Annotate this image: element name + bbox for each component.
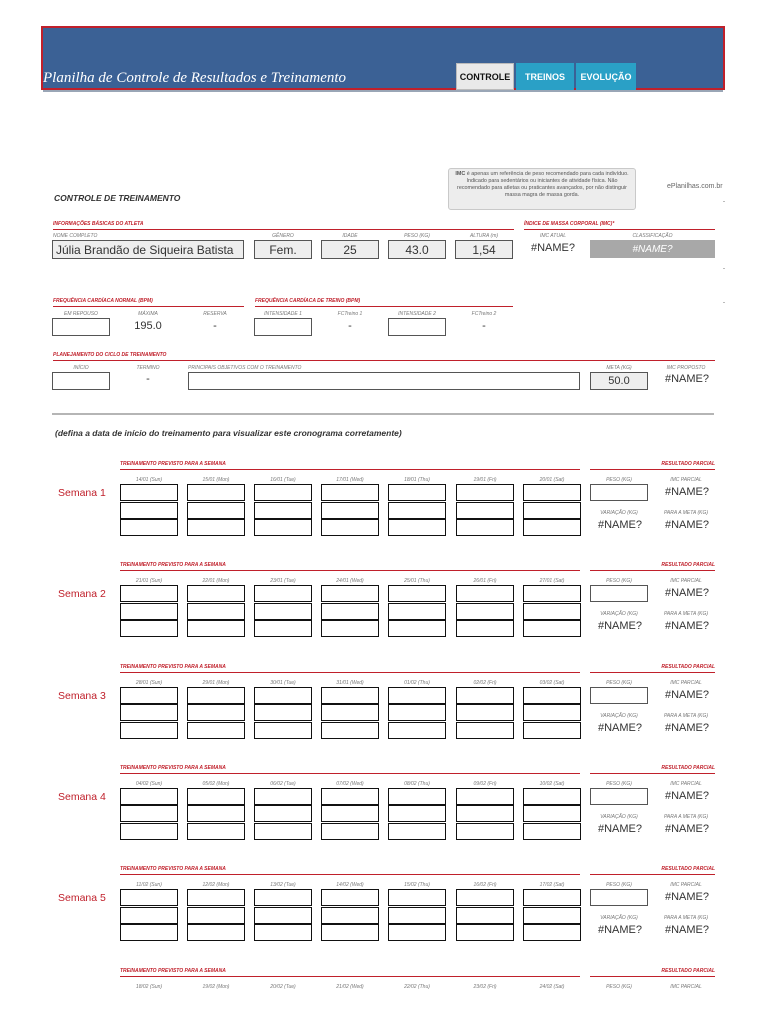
training-cell[interactable]: [456, 519, 514, 536]
imc-partial-label: IMC PARCIAL: [670, 882, 702, 889]
to-target-label: PARA A META (KG): [663, 510, 709, 516]
training-cell[interactable]: [523, 502, 581, 519]
training-cell[interactable]: [388, 502, 446, 519]
imc-partial-label: IMC PARCIAL: [670, 578, 702, 585]
training-cell[interactable]: [254, 484, 312, 501]
training-cell[interactable]: [523, 823, 581, 840]
rest-hr-field[interactable]: [52, 318, 110, 336]
training-cell[interactable]: [254, 788, 312, 805]
training-cell[interactable]: [388, 484, 446, 501]
training-cell[interactable]: [388, 722, 446, 739]
variation-label: VARIAÇÃO (KG): [600, 813, 638, 820]
training-cell[interactable]: [456, 889, 514, 906]
training-cell[interactable]: [523, 519, 581, 536]
day-label: 12/02 (Mon): [202, 882, 230, 889]
day-label: 25/01 (Thu): [404, 578, 430, 585]
result-heading: RESULTADO PARCIAL: [661, 866, 715, 873]
training-cell[interactable]: [388, 519, 446, 536]
imc-target-value: #NAME?: [665, 373, 710, 385]
day-label: 21/02 (Wed): [336, 983, 364, 990]
variation-label: VARIAÇÃO (KG): [600, 510, 638, 516]
hr-normal-heading: FREQUÊNCIA CARDÍACA NORMAL (BPM): [53, 298, 153, 304]
training-cell[interactable]: [523, 585, 581, 602]
training-cell[interactable]: [187, 585, 245, 602]
training-cell[interactable]: [187, 823, 245, 840]
planned-heading-line: [120, 570, 580, 571]
training-cell[interactable]: [120, 687, 178, 704]
training-cell[interactable]: [523, 620, 581, 637]
result-heading-line: [590, 570, 715, 571]
training-cell[interactable]: [187, 889, 245, 906]
day-label: 23/01 (Tue): [270, 578, 296, 585]
max-label: MÁXIMA: [138, 311, 158, 317]
imc-partial-label: IMC PARCIAL: [670, 477, 702, 483]
planned-heading-line: [120, 773, 580, 774]
goals-label: PRINCIPAIS OBJETIVOS COM O TREINAMENTO: [188, 365, 302, 371]
planned-heading: TREINAMENTO PREVISTO PARA A SEMANA: [120, 764, 226, 771]
training-cell[interactable]: [120, 788, 178, 805]
day-label: 07/02 (Wed): [336, 780, 364, 787]
training-cell[interactable]: [187, 687, 245, 704]
weight-label: PESO (KG): [606, 780, 632, 787]
training-cell[interactable]: [120, 484, 178, 501]
day-label: 21/01 (Sun): [135, 578, 163, 585]
variation-label: VARIAÇÃO (KG): [600, 712, 638, 719]
day-label: 19/02 (Mon): [202, 983, 230, 990]
day-label: 15/02 (Thu): [404, 882, 430, 889]
training-cell[interactable]: [187, 704, 245, 721]
plan-heading: PLANEJAMENTO DO CICLO DE TREINAMENTO: [53, 352, 167, 358]
day-label: 20/01 (Sat): [539, 477, 565, 483]
weight-field[interactable]: 43.0: [388, 240, 446, 259]
imc-partial-value: #NAME?: [665, 688, 710, 701]
imc-class-label: CLASSIFICAÇÃO: [632, 233, 673, 239]
page-title: Planilha de Controle de Resultados e Treinamento: [43, 70, 347, 86]
end-label: TERMINO: [136, 365, 160, 371]
end-date-value: -: [146, 373, 150, 385]
result-heading-line: [590, 773, 715, 774]
weight-label: PESO (KG): [606, 679, 632, 686]
training-cell[interactable]: [456, 788, 514, 805]
variation-value: #NAME?: [598, 721, 643, 734]
weight-label: PESO (KG): [606, 578, 632, 585]
training-cell[interactable]: [321, 585, 379, 602]
training-cell[interactable]: [321, 823, 379, 840]
day-label: 05/02 (Mon): [202, 780, 230, 787]
to-target-value: #NAME?: [665, 924, 710, 937]
imc-partial-value: #NAME?: [665, 891, 710, 904]
training-cell[interactable]: [456, 585, 514, 602]
day-label: 19/01 (Fri): [473, 477, 497, 483]
tab-controle[interactable]: CONTROLE: [456, 63, 514, 90]
planned-heading-line: [120, 874, 580, 875]
day-label: 13/02 (Tue): [270, 882, 296, 889]
note-bold: IMC: [455, 171, 466, 177]
to-target-label: PARA A META (KG): [663, 611, 709, 618]
hr-normal-line: [53, 306, 244, 307]
week-label: Semana 5: [58, 892, 106, 905]
training-cell[interactable]: [254, 620, 312, 637]
note-text: é apenas um referência de peso recomendado para cada indivíduo. Indicado para sedentários ou iniciantes de atividade física. Não recomendado para atletas ou praticantes avançados, por não distinguir massa magra de massa gorda.: [457, 171, 629, 198]
variation-value: #NAME?: [598, 924, 643, 937]
week-label: Semana 2: [58, 588, 106, 601]
planned-heading: TREINAMENTO PREVISTO PARA A SEMANA: [120, 461, 226, 467]
imc-partial-label: IMC PARCIAL: [670, 679, 702, 686]
training-cell[interactable]: [388, 907, 446, 924]
training-cell[interactable]: [120, 519, 178, 536]
training-cell[interactable]: [456, 484, 514, 501]
training-cell[interactable]: [120, 823, 178, 840]
day-label: 15/01 (Mon): [202, 477, 230, 483]
day-label: 30/01 (Tue): [270, 679, 296, 686]
training-cell[interactable]: [254, 585, 312, 602]
age-label: IDADE: [342, 233, 358, 239]
training-cell[interactable]: [120, 722, 178, 739]
target-label: META (KG): [606, 365, 632, 371]
name-field[interactable]: Júlia Brandão de Siqueira Batista: [52, 240, 244, 259]
day-label: 27/01 (Sat): [539, 578, 565, 585]
hr-training-line: [255, 306, 513, 307]
weight-label: PESO (KG): [606, 882, 632, 889]
day-label: 29/01 (Mon): [202, 679, 230, 686]
imc-partial-label: IMC PARCIAL: [670, 983, 702, 990]
training-cell[interactable]: [388, 603, 446, 620]
start-label: INÍCIO: [73, 365, 89, 371]
to-target-value: #NAME?: [665, 620, 710, 633]
training-cell[interactable]: [523, 722, 581, 739]
training-cell[interactable]: [456, 722, 514, 739]
training-cell[interactable]: [388, 889, 446, 906]
result-heading-line: [590, 469, 715, 470]
schedule-hint: (defina a data de início do treinamento para visualizar este cronograma corretamente): [55, 428, 402, 438]
plan-line: [53, 360, 715, 361]
fctreino1-value: -: [348, 320, 352, 332]
imc-current-value: #NAME?: [531, 242, 576, 254]
day-label: 10/02 (Sat): [539, 780, 565, 787]
to-target-label: PARA A META (KG): [663, 813, 709, 820]
planned-heading-line: [120, 672, 580, 673]
training-cell[interactable]: [523, 603, 581, 620]
imc-partial-value: #NAME?: [665, 486, 710, 498]
goals-field[interactable]: [188, 372, 580, 390]
day-label: 20/02 (Tue): [270, 983, 296, 990]
site-credit: ePlanilhas.com.br: [667, 183, 723, 190]
partial-weight-field[interactable]: [590, 585, 648, 602]
cell-marker: [723, 302, 725, 303]
variation-value: #NAME?: [598, 519, 643, 531]
training-cell[interactable]: [456, 502, 514, 519]
planned-heading-line: [120, 469, 580, 470]
day-label: 24/02 (Sat): [539, 983, 565, 990]
training-cell[interactable]: [254, 889, 312, 906]
day-label: 08/02 (Thu): [404, 780, 430, 787]
day-label: 18/02 (Sun): [135, 983, 163, 990]
result-heading-line: [590, 672, 715, 673]
training-cell[interactable]: [388, 788, 446, 805]
training-cell[interactable]: [254, 805, 312, 822]
planned-heading: TREINAMENTO PREVISTO PARA A SEMANA: [120, 663, 226, 670]
training-cell[interactable]: [187, 502, 245, 519]
imc-heading-line: [524, 229, 715, 230]
training-cell[interactable]: [321, 889, 379, 906]
reserve-hr-value: -: [213, 320, 217, 332]
training-cell[interactable]: [187, 603, 245, 620]
week-label: Semana 4: [58, 790, 106, 803]
training-cell[interactable]: [254, 722, 312, 739]
training-cell[interactable]: [120, 620, 178, 637]
week-label: Semana 3: [58, 689, 106, 702]
training-cell[interactable]: [321, 907, 379, 924]
training-cell[interactable]: [321, 687, 379, 704]
training-cell[interactable]: [187, 907, 245, 924]
day-label: 31/01 (Wed): [336, 679, 364, 686]
gender-label: GÊNERO: [272, 233, 294, 239]
training-cell[interactable]: [388, 585, 446, 602]
hr-training-heading: FREQUÊNCIA CARDÍACA DE TREINO (BPM): [255, 298, 361, 304]
training-cell[interactable]: [187, 788, 245, 805]
training-cell[interactable]: [321, 788, 379, 805]
training-cell[interactable]: [456, 823, 514, 840]
training-cell[interactable]: [321, 603, 379, 620]
training-cell[interactable]: [388, 823, 446, 840]
result-heading: RESULTADO PARCIAL: [661, 967, 715, 974]
training-cell[interactable]: [523, 889, 581, 906]
imc-heading: ÍNDICE DE MASSA CORPORAL (IMC)*: [524, 221, 615, 227]
training-cell[interactable]: [187, 805, 245, 822]
section-divider: [52, 413, 714, 415]
training-cell[interactable]: [321, 805, 379, 822]
height-label: ALTURA (m): [469, 233, 499, 239]
variation-value: #NAME?: [598, 620, 643, 633]
day-label: 18/01 (Thu): [404, 477, 430, 483]
weight-label: PESO (KG): [606, 477, 632, 483]
training-cell[interactable]: [321, 924, 379, 941]
intensity2-field[interactable]: [388, 318, 446, 336]
day-label: 17/01 (Wed): [336, 477, 364, 483]
planned-heading: TREINAMENTO PREVISTO PARA A SEMANA: [120, 866, 226, 873]
training-cell[interactable]: [120, 585, 178, 602]
to-target-value: #NAME?: [665, 721, 710, 734]
partial-weight-field[interactable]: [590, 687, 648, 704]
cell-marker: [723, 201, 725, 202]
max-hr-value: 195.0: [134, 320, 162, 332]
result-heading: RESULTADO PARCIAL: [661, 562, 715, 569]
target-field[interactable]: 50.0: [590, 372, 648, 390]
training-cell[interactable]: [254, 823, 312, 840]
training-cell[interactable]: [523, 907, 581, 924]
training-cell[interactable]: [254, 907, 312, 924]
training-cell[interactable]: [523, 704, 581, 721]
training-cell[interactable]: [187, 924, 245, 941]
training-cell[interactable]: [254, 704, 312, 721]
day-label: 22/01 (Mon): [202, 578, 230, 585]
imc-current-label: IMC ATUAL: [539, 233, 567, 239]
start-date-field[interactable]: [52, 372, 110, 390]
fctreino2-label: FCTreino 2: [471, 311, 497, 317]
imc-partial-label: IMC PARCIAL: [670, 780, 702, 787]
training-cell[interactable]: [456, 704, 514, 721]
result-heading: RESULTADO PARCIAL: [661, 663, 715, 670]
training-cell[interactable]: [187, 519, 245, 536]
training-cell[interactable]: [120, 889, 178, 906]
result-heading: RESULTADO PARCIAL: [661, 764, 715, 771]
training-cell[interactable]: [120, 907, 178, 924]
training-cell[interactable]: [321, 704, 379, 721]
variation-label: VARIAÇÃO (KG): [600, 915, 638, 922]
training-cell[interactable]: [254, 519, 312, 536]
intensity2-label: INTENSIDADE 2: [398, 311, 436, 317]
training-cell[interactable]: [523, 805, 581, 822]
gender-field[interactable]: Fem.: [254, 240, 312, 259]
training-cell[interactable]: [456, 924, 514, 941]
day-label: 09/02 (Fri): [473, 780, 497, 787]
day-label: 04/02 (Sun): [135, 780, 163, 787]
variation-value: #NAME?: [598, 822, 643, 835]
training-cell[interactable]: [120, 502, 178, 519]
training-cell[interactable]: [120, 704, 178, 721]
day-label: 22/02 (Thu): [404, 983, 430, 990]
tab-evolucao[interactable]: EVOLUÇÃO: [576, 63, 636, 90]
training-cell[interactable]: [120, 603, 178, 620]
result-heading-line: [590, 976, 715, 977]
training-cell[interactable]: [456, 805, 514, 822]
day-label: 06/02 (Tue): [270, 780, 296, 787]
training-cell[interactable]: [388, 805, 446, 822]
planned-heading: TREINAMENTO PREVISTO PARA A SEMANA: [120, 562, 226, 569]
day-label: 16/02 (Fri): [473, 882, 497, 889]
to-target-label: PARA A META (KG): [663, 712, 709, 719]
training-cell[interactable]: [254, 603, 312, 620]
training-cell[interactable]: [254, 687, 312, 704]
training-cell[interactable]: [456, 620, 514, 637]
height-field[interactable]: 1,54: [455, 240, 513, 259]
training-cell[interactable]: [456, 907, 514, 924]
weight-label: PESO (KG): [606, 983, 632, 990]
imc-target-label: IMC PROPOSTO: [666, 365, 706, 371]
day-label: 14/01 (Sun): [135, 477, 163, 483]
partial-weight-field[interactable]: [590, 889, 648, 906]
intensity1-label: INTENSIDADE 1: [264, 311, 302, 317]
training-cell[interactable]: [187, 620, 245, 637]
partial-weight-field[interactable]: [590, 484, 648, 501]
imc-class-value: #NAME?: [590, 240, 715, 258]
training-cell[interactable]: [254, 502, 312, 519]
day-label: 03/02 (Sat): [539, 679, 565, 686]
header-divider: [43, 90, 723, 92]
day-label: 23/02 (Fri): [473, 983, 497, 990]
training-cell[interactable]: [187, 484, 245, 501]
training-cell[interactable]: [523, 788, 581, 805]
training-cell[interactable]: [120, 924, 178, 941]
partial-weight-field[interactable]: [590, 788, 648, 805]
fctreino1-label: FCTreino 1: [337, 311, 363, 317]
athlete-heading: INFORMAÇÕES BÁSICAS DO ATLETA: [53, 221, 144, 227]
week-label: Semana 1: [58, 487, 106, 499]
day-label: 11/02 (Sun): [136, 882, 162, 889]
day-label: 01/02 (Thu): [404, 679, 430, 686]
section-title: CONTROLE DE TREINAMENTO: [54, 193, 181, 203]
day-label: 02/02 (Fri): [473, 679, 497, 686]
training-cell[interactable]: [388, 687, 446, 704]
cell-marker: [723, 268, 725, 269]
reserve-label: RESERVA: [203, 311, 227, 317]
day-label: 26/01 (Fri): [473, 578, 497, 585]
training-cell[interactable]: [321, 484, 379, 501]
training-cell[interactable]: [120, 805, 178, 822]
training-cell[interactable]: [187, 722, 245, 739]
training-cell[interactable]: [388, 620, 446, 637]
imc-partial-value: #NAME?: [665, 789, 710, 802]
variation-label: VARIAÇÃO (KG): [600, 611, 638, 618]
training-cell[interactable]: [321, 722, 379, 739]
training-cell[interactable]: [388, 704, 446, 721]
training-cell[interactable]: [456, 603, 514, 620]
result-heading-line: [590, 874, 715, 875]
day-label: 14/02 (Wed): [336, 882, 364, 889]
training-cell[interactable]: [321, 502, 379, 519]
age-field[interactable]: 25: [321, 240, 379, 259]
fctreino2-value: -: [482, 320, 486, 332]
training-cell[interactable]: [388, 924, 446, 941]
to-target-value: #NAME?: [665, 519, 710, 531]
day-label: 24/01 (Wed): [336, 578, 364, 585]
result-heading: RESULTADO PARCIAL: [661, 461, 715, 467]
imc-info-note: [448, 168, 636, 210]
day-label: 17/02 (Sat): [539, 882, 565, 889]
training-cell[interactable]: [523, 687, 581, 704]
training-cell[interactable]: [456, 687, 514, 704]
planned-heading-line: [120, 976, 580, 977]
training-cell[interactable]: [321, 620, 379, 637]
imc-partial-value: #NAME?: [665, 587, 710, 600]
day-label: 16/01 (Tue): [270, 477, 296, 483]
intensity1-field[interactable]: [254, 318, 312, 336]
tab-treinos[interactable]: TREINOS: [516, 63, 574, 90]
planned-heading: TREINAMENTO PREVISTO PARA A SEMANA: [120, 967, 226, 974]
training-cell[interactable]: [321, 519, 379, 536]
to-target-label: PARA A META (KG): [663, 915, 709, 922]
to-target-value: #NAME?: [665, 822, 710, 835]
training-cell[interactable]: [523, 484, 581, 501]
name-label: NOME COMPLETO: [53, 233, 98, 239]
weight-label: PESO (KG): [404, 233, 430, 239]
athlete-heading-line: [53, 229, 514, 230]
day-label: 28/01 (Sun): [135, 679, 163, 686]
training-cell[interactable]: [254, 924, 312, 941]
training-cell[interactable]: [523, 924, 581, 941]
rest-label: EM REPOUSO: [64, 311, 98, 317]
